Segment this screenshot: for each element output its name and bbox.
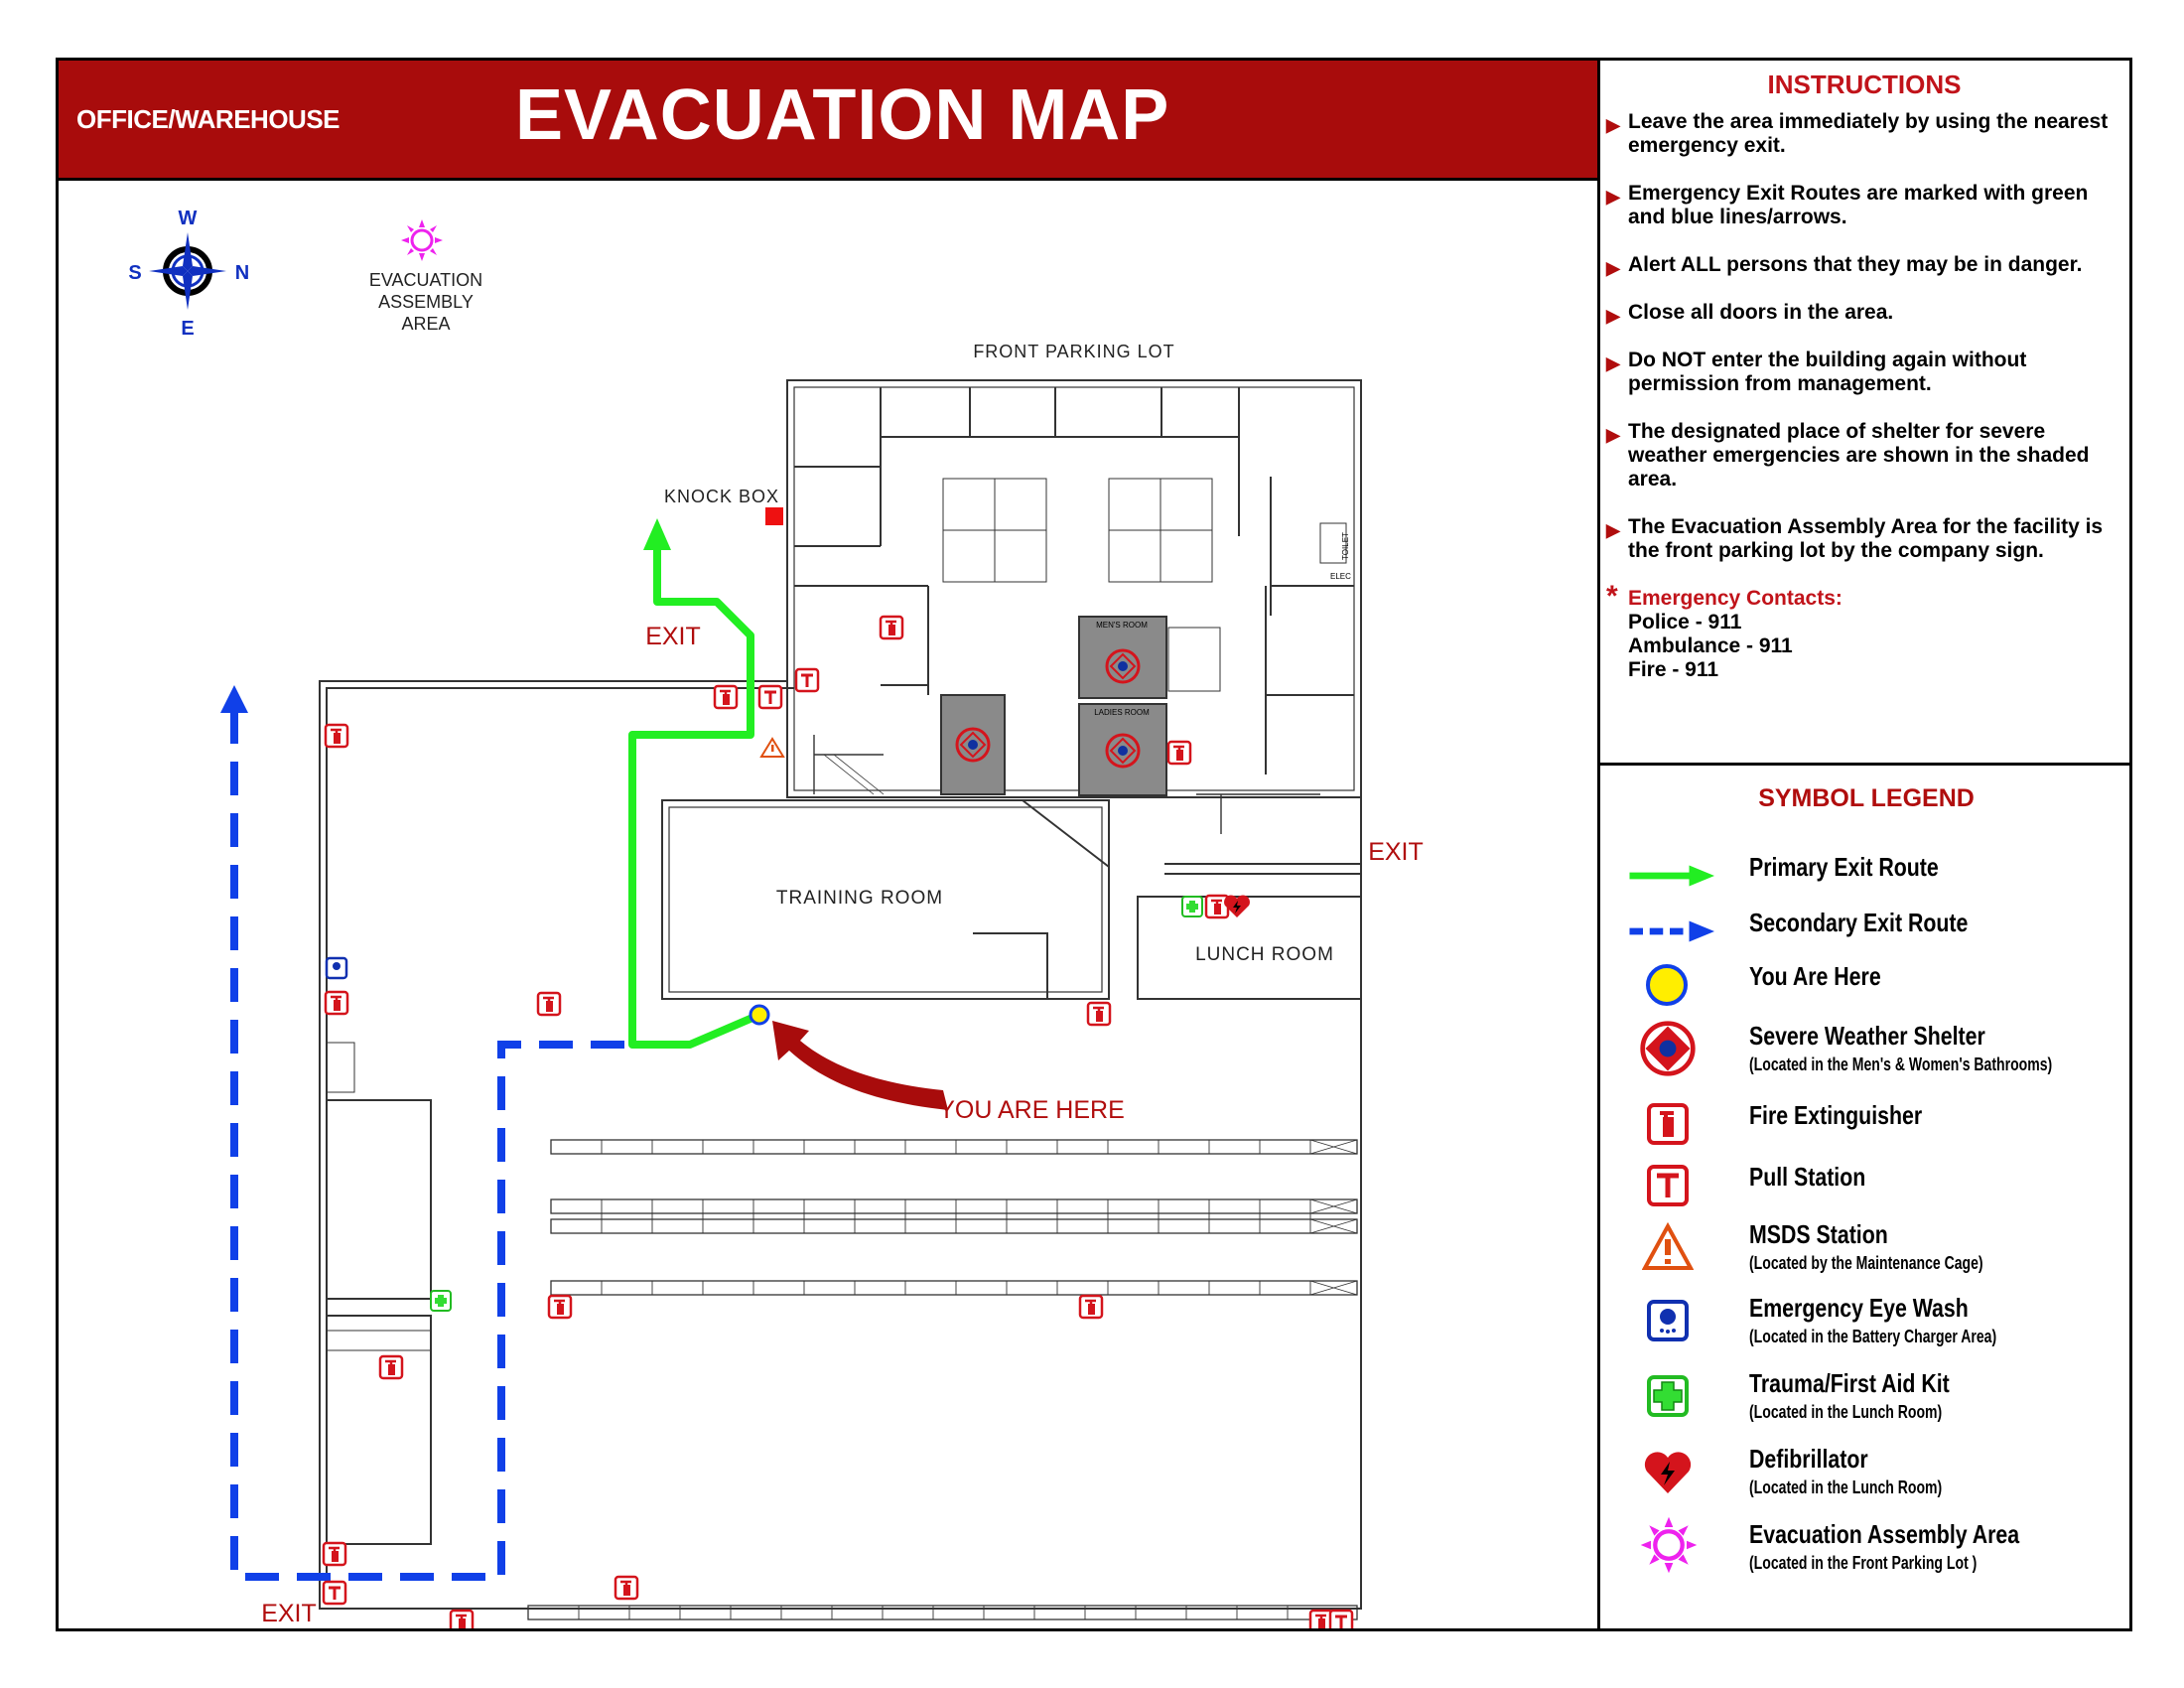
contact-ambulance: Ambulance - 911: [1628, 634, 1793, 657]
floor-plan: [59, 181, 1597, 1628]
legend-label: Evacuation Assembly Area: [1749, 1519, 2020, 1549]
legend-label: Emergency Eye Wash: [1749, 1293, 1969, 1323]
eye-wash-icon: [1646, 1291, 1690, 1350]
instructions-panel: [1606, 70, 2122, 682]
facility-type: OFFICE/WAREHOUSE: [76, 104, 341, 134]
defibrillator-icon: [1642, 1442, 1694, 1501]
legend-label: Fire Extinguisher: [1749, 1100, 1923, 1130]
asterisk-icon: *: [1606, 580, 1618, 613]
primary-exit-route: [632, 544, 759, 1045]
pull-station-markers: [324, 669, 1352, 1628]
legend-divider: [1597, 763, 2132, 766]
secondary-route-arrowhead: [220, 685, 248, 713]
legend-sublabel: (Located by the Maintenance Cage): [1749, 1253, 1983, 1273]
shelter-icon: [1107, 650, 1139, 682]
assembly-key-line1: EVACUATION: [368, 270, 483, 290]
exit-label-south: EXIT: [261, 1600, 317, 1627]
front-parking-lot-label: FRONT PARKING LOT: [973, 342, 1175, 361]
instruction-item: ▶ Do NOT enter the building again without permission from management.: [1606, 349, 2027, 395]
bullet-arrow-icon: ▶: [1606, 306, 1620, 326]
ladies-room-label: LADIES ROOM: [1094, 708, 1150, 717]
assembly-key-line2: ASSEMBLY: [378, 292, 474, 312]
compass-rose-icon: [149, 232, 226, 310]
you-are-here-marker: [751, 1006, 768, 1024]
instructions-title: INSTRUCTIONS: [1767, 70, 1962, 99]
instruction-item: ▶ Close all doors in the area.: [1606, 301, 1894, 326]
knock-box-label: KNOCK BOX: [663, 487, 780, 506]
emergency-contacts: [1606, 580, 2122, 682]
exit-label-north: EXIT: [645, 623, 701, 650]
fire-extinguisher-markers: [324, 617, 1332, 1628]
elec-label: ELEC: [1330, 572, 1351, 581]
training-room-label: TRAINING ROOM: [775, 888, 944, 909]
assembly-key-line3: AREA: [401, 314, 451, 334]
legend-sublabel: (Located in the Battery Charger Area): [1749, 1327, 1997, 1346]
header-bar: [56, 58, 1600, 181]
you-are-here-arrow: [772, 1021, 948, 1110]
assembly-area-icon: [401, 219, 443, 261]
legend-label: Pull Station: [1749, 1162, 1866, 1192]
legend-sublabel: (Located in the Lunch Room): [1749, 1402, 1943, 1422]
legend-label: Trauma/First Aid Kit: [1749, 1368, 1950, 1398]
you-are-here-label: YOU ARE HERE: [938, 1096, 1125, 1124]
legend-title: SYMBOL LEGEND: [1758, 784, 1975, 812]
first-aid-icon: [1646, 1366, 1690, 1426]
primary-route-arrowhead: [643, 518, 671, 550]
bullet-arrow-icon: ▶: [1606, 425, 1620, 445]
legend-label: Secondary Exit Route: [1749, 908, 1969, 937]
page-title: EVACUATION MAP: [515, 75, 1170, 155]
legend-label: You Are Here: [1749, 961, 1881, 991]
compass-w: W: [178, 208, 198, 229]
legend-label: Primary Exit Route: [1749, 852, 1939, 882]
bullet-arrow-icon: ▶: [1606, 115, 1620, 135]
you-are-here-icon: [1642, 955, 1692, 1015]
toilet-label: TOILET: [1341, 532, 1350, 560]
instruction-item: ▶ The Evacuation Assembly Area for the facility is the front parking lot by the company sign.: [1606, 515, 2104, 562]
legend-label: MSDS Station: [1749, 1219, 1888, 1249]
pull-station-icon: [1646, 1156, 1690, 1215]
contact-fire: Fire - 911: [1628, 658, 1719, 681]
legend-label: Defibrillator: [1749, 1444, 1868, 1474]
bullet-arrow-icon: ▶: [1606, 258, 1620, 278]
lunch-room-label: LUNCH ROOM: [1195, 944, 1334, 965]
legend-sublabel: (Located in the Lunch Room): [1749, 1477, 1943, 1497]
bullet-arrow-icon: ▶: [1606, 520, 1620, 540]
exit-label-east: EXIT: [1368, 838, 1424, 866]
msds-icon: [1642, 1217, 1694, 1277]
instruction-item: ▶ Emergency Exit Routes are marked with green and blue lines/arrows.: [1606, 182, 2089, 228]
compass-n: N: [234, 262, 250, 284]
assembly-area-icon: [1634, 1515, 1704, 1575]
legend-label: Severe Weather Shelter: [1749, 1021, 1985, 1051]
instruction-item: ▶ Leave the area immediately by using the nearest emergency exit.: [1606, 110, 2109, 157]
msds-icon: [761, 739, 783, 757]
bullet-arrow-icon: ▶: [1606, 187, 1620, 207]
bullet-arrow-icon: ▶: [1606, 353, 1620, 373]
panel-divider: [1597, 58, 1600, 1631]
legend-sublabel: (Located in the Men's & Women's Bathrooms): [1749, 1055, 2053, 1074]
contact-police: Police - 911: [1628, 611, 1742, 633]
compass-s: S: [128, 262, 142, 284]
shelter-icon: [1636, 1019, 1700, 1078]
instruction-item: ▶ Alert ALL persons that they may be in danger.: [1606, 253, 2083, 278]
blue-dashed-arrow-icon: [1628, 902, 1717, 961]
green-arrow-icon: [1628, 846, 1717, 906]
building-walls: [320, 380, 1361, 1619]
shelter-icon: [957, 729, 989, 761]
eye-wash-icon: [327, 958, 346, 978]
knock-box-icon: [765, 507, 783, 525]
instruction-item: ▶ The designated place of shelter for severe weather emergencies are shown in the shaded area.: [1606, 420, 2090, 491]
fire-extinguisher-icon: [1646, 1094, 1690, 1154]
shelter-icon: [1107, 735, 1139, 767]
mens-room-label: MEN'S ROOM: [1096, 621, 1148, 630]
contacts-title: Emergency Contacts:: [1628, 587, 1843, 610]
secondary-exit-route: [234, 707, 624, 1577]
legend-sublabel: (Located in the Front Parking Lot ): [1749, 1553, 1978, 1573]
symbol-legend: [1608, 784, 2124, 1573]
compass-e: E: [181, 318, 195, 340]
